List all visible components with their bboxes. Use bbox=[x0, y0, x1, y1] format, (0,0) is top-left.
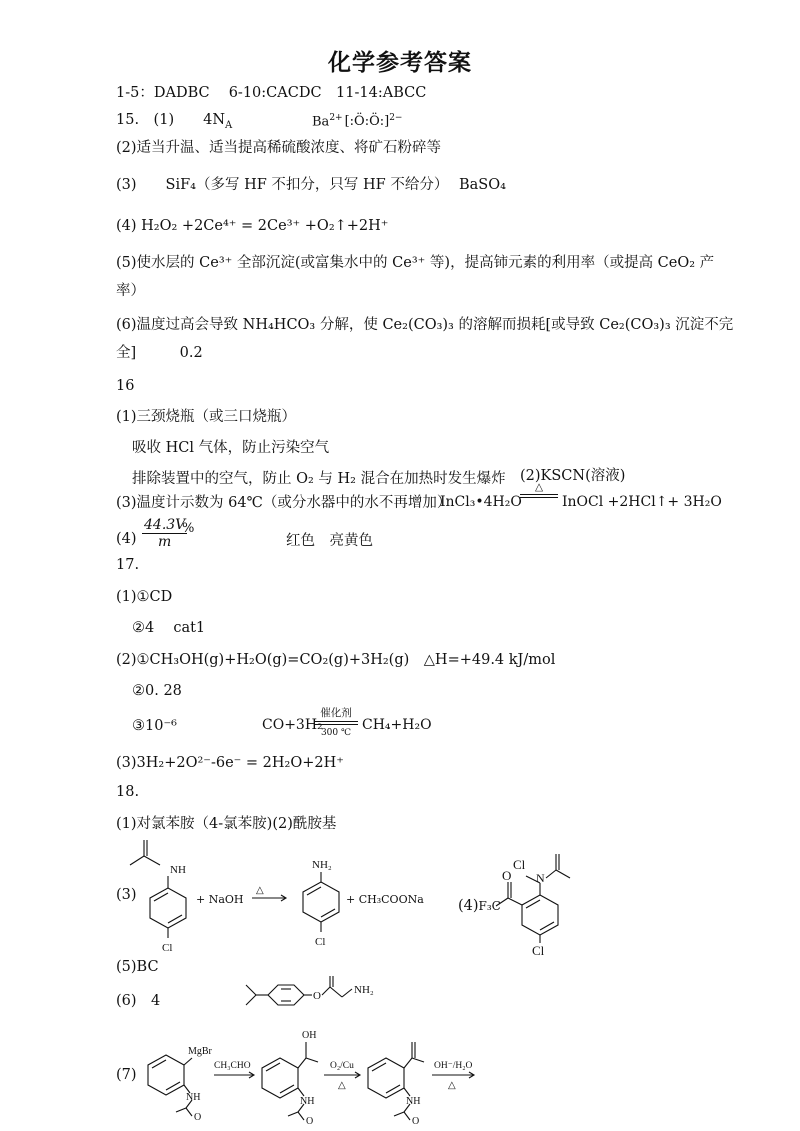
start-o-label: O bbox=[194, 1112, 202, 1123]
q16-part4-colors: 红色 亮黄色 bbox=[286, 533, 373, 549]
barium-peroxide-electron-formula: $Ba^{2+}$ [:Ö:Ö:]$^{2-}$ bbox=[312, 113, 403, 130]
heat-symbol: △ bbox=[256, 885, 264, 896]
alcohol-nh-label: NH bbox=[300, 1096, 315, 1107]
answer4-n-label: N bbox=[536, 871, 545, 885]
q15-part4-equation: (4) H₂O₂ +2Ce⁴⁺ = 2Ce³⁺ +O₂↑+2H⁺ bbox=[116, 218, 389, 234]
q18-part1: (1)对氯苯胺（4-氯苯胺)(2)酰胺基 bbox=[116, 816, 337, 832]
hydrolysis-heat-symbol: △ bbox=[448, 1080, 456, 1091]
ketone-o-label: O bbox=[412, 1116, 420, 1127]
q15-part1: 15. (1) $4N_A$ bbox=[116, 112, 233, 131]
q18-part3-naoh: + NaOH bbox=[196, 893, 244, 906]
amine-label: NH₂ bbox=[354, 984, 374, 996]
q16-part1: (1)三颈烧瓶（或三口烧瓶） bbox=[116, 409, 297, 425]
q18-part4-label: (4)F₃C bbox=[458, 898, 501, 914]
q16-number: 16 bbox=[116, 378, 135, 394]
q17-part3: (3)3H₂+2O²⁻-6e⁻ = 2H₂O+2H⁺ bbox=[116, 755, 344, 771]
q17-part2-c: ③10⁻⁶ bbox=[132, 718, 177, 734]
q18-part5: (5)BC bbox=[116, 959, 159, 975]
product-cl-label: Cl bbox=[315, 936, 326, 948]
answer4-o-label: O bbox=[502, 868, 512, 883]
answer4-ring-cl-label: Cl bbox=[532, 943, 545, 958]
q16-part3-equation-lhs: InCl₃•4H₂O bbox=[440, 494, 522, 510]
q15-part6-line1: (6)温度过高会导致 NH₄HCO₃ 分解，使 Ce₂(CO₃)₃ 的溶解而损耗[或导致 Ce₂(CO₃)₃ 沉淀不完 bbox=[116, 317, 734, 333]
q15-part5-line1: (5)使水层的 Ce³⁺ 全部沉淀(或富集水中的 Ce³⁺ 等)，提高铈元素的利用率（或提高 CeO₂ 产 bbox=[116, 255, 715, 271]
reagent-acetaldehyde: CH₃CHO bbox=[214, 1061, 251, 1071]
q16-part3: (3)温度计示数为 64℃（或分水器中的水不再增加） bbox=[116, 495, 452, 511]
start-nh-label: NH bbox=[186, 1092, 201, 1103]
q16-part4-label: (4) bbox=[116, 531, 137, 547]
q18-part3-label: (3) bbox=[116, 887, 137, 903]
hydroxyl-label: OH bbox=[302, 1030, 317, 1041]
q17-number: 17. bbox=[116, 557, 140, 573]
q18-part3-byproduct: + CH₃COONa bbox=[346, 893, 424, 906]
alcohol-o-label: O bbox=[306, 1116, 314, 1127]
q17-methanation-condition: 催化剂 300 ℃ bbox=[314, 705, 358, 738]
q17-part2-b: ②0. 28 bbox=[132, 683, 182, 699]
q17-part1-a: (1)①CD bbox=[116, 589, 173, 605]
page-title: 化学参考答案 bbox=[328, 50, 472, 76]
multiple-choice-answers: 1-5：DADBC 6-10:CACDC 11-14:ABCC bbox=[116, 85, 427, 101]
q15-part5-line2: 率） bbox=[116, 283, 145, 299]
q17-methanation-rhs: CH₄+H₂O bbox=[362, 717, 432, 733]
product-nh2-label: NH₂ bbox=[312, 859, 332, 871]
q18-part7-label: (7) bbox=[116, 1067, 137, 1083]
q15-part2: (2)适当升温、适当提高稀硫酸浓度、将矿石粉碎等 bbox=[116, 140, 442, 156]
grignard-ring bbox=[148, 1055, 184, 1095]
q17-methanation-lhs: CO+3H₂ bbox=[262, 717, 323, 733]
q15-part6-line2: 全] 0.2 bbox=[116, 345, 203, 361]
q16-part1-b: 吸收 HCl 气体，防止污染空气 bbox=[132, 440, 330, 456]
q18-number: 18. bbox=[116, 784, 140, 800]
q15-part3: (3) SiF₄（多写 HF 不扣分，只写 HF 不给分） bbox=[116, 177, 449, 193]
mgbr-label: MgBr bbox=[188, 1046, 212, 1057]
q15-part3-precipitate: BaSO₄ bbox=[459, 177, 506, 193]
ketone-intermediate-ring bbox=[368, 1058, 404, 1098]
reagent-hydrolysis: OH⁻/H₂O bbox=[434, 1061, 473, 1071]
q16-part4-percent: % bbox=[182, 521, 195, 536]
q16-part1-c: 排除装置中的空气，防止 O₂ 与 H₂ 混合在加热时发生爆炸 bbox=[132, 471, 506, 487]
reactant-cl-label: Cl bbox=[162, 942, 173, 954]
q16-part3-heat-arrow: △ bbox=[520, 481, 558, 499]
q17-part2-a: (2)①CH₃OH(g)+H₂O(g)=CO₂(g)+3H₂(g) △H=+49.4 kJ/mol bbox=[116, 652, 556, 668]
reagent-oxidation: O₂/Cu bbox=[330, 1061, 354, 1071]
answer4-n-cl-label: Cl bbox=[513, 857, 526, 872]
q17-part1-b: ②4 cat1 bbox=[132, 620, 206, 636]
q16-part4-fraction: $\frac{44.3V}{m}$ bbox=[144, 517, 186, 550]
q16-part2: (2)KSCN(溶液) bbox=[520, 468, 626, 484]
reactant-nh-label: NH bbox=[170, 864, 186, 876]
q16-part3-equation-rhs: InOCl +2HCl↑+ 3H₂O bbox=[562, 494, 722, 510]
alcohol-intermediate-ring bbox=[262, 1058, 298, 1098]
ketone-nh-label: NH bbox=[406, 1096, 421, 1107]
oxidation-heat-symbol: △ bbox=[338, 1080, 346, 1091]
q18-part6: (6) 4 bbox=[116, 993, 161, 1009]
ester-o-label: O bbox=[313, 990, 321, 1002]
